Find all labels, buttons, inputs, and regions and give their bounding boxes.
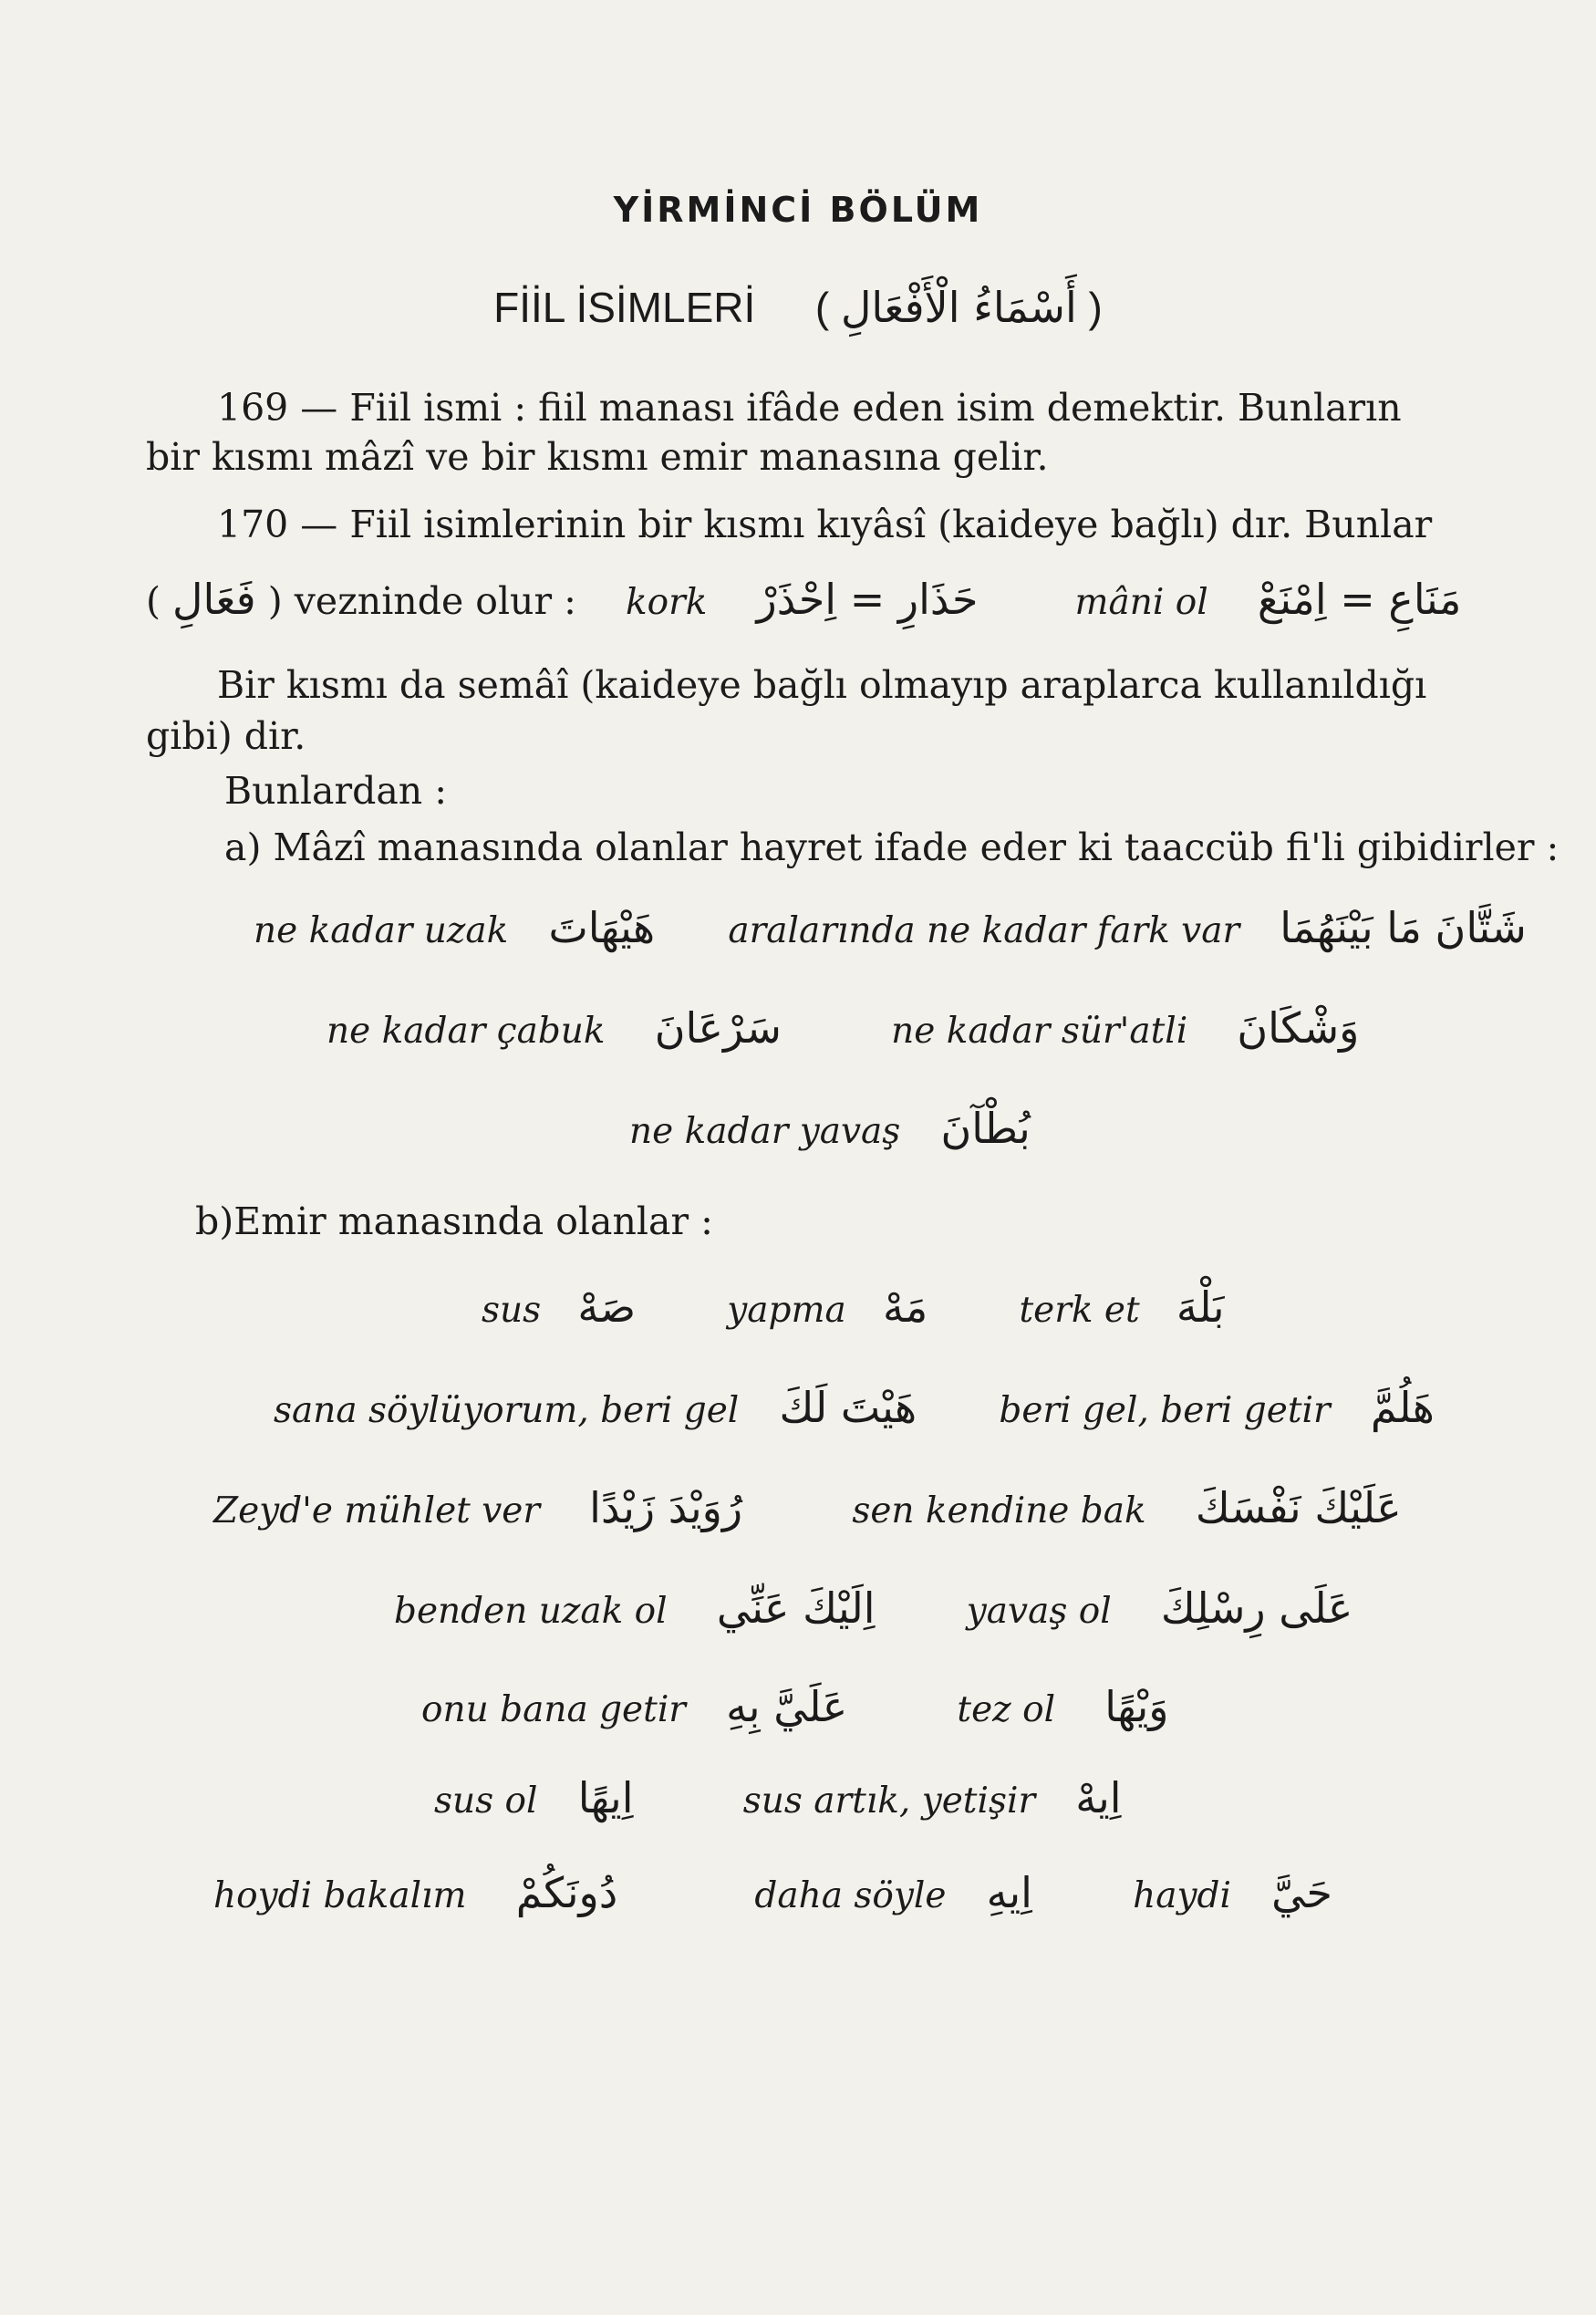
b-row-2 <box>274 1383 1435 1432</box>
a-2-2-meaning: ne kadar sür'atli <box>891 1011 1188 1052</box>
b-4-1-meaning: benden uzak ol <box>394 1591 668 1632</box>
b-1-3-meaning: terk et <box>1019 1290 1140 1331</box>
section-a-heading: a) Mâzî manasında olanlar hayret ifade eder ki taaccüb fi'li gibidirler : <box>224 825 1560 869</box>
wazn-open-paren: ( <box>146 579 161 623</box>
title-open-paren: ( <box>814 284 830 331</box>
title-text: FİİL İSİMLERİ <box>493 284 756 331</box>
b-5-1-meaning: onu bana getir <box>421 1689 686 1730</box>
b-3-2-arabic: عَلَيْكَ نَفْسَكَ <box>1195 1483 1402 1532</box>
a-2-1-arabic: سَرْعَانَ <box>654 1003 782 1053</box>
title-arabic: أَسْمَاءُ الْأَفْعَالِ <box>840 283 1077 332</box>
b-4-2-arabic: عَلَى رِسْلِكَ <box>1160 1583 1353 1633</box>
a-1-1-meaning: ne kadar uzak <box>254 910 509 951</box>
b-7-3-arabic: حَيَّ <box>1271 1868 1332 1917</box>
a-1-2-arabic: شَتَّانَ مَا بَيْنَهُمَا <box>1280 903 1527 952</box>
paragraph-169-line2: bir kısmı mâzî ve bir kısmı emir manasına gelir. <box>146 435 1049 479</box>
wazn-close-paren: ) <box>267 579 283 623</box>
section-title <box>0 283 1596 332</box>
b-3-1-arabic: رُوَيْدَ زَيْدًا <box>589 1483 743 1532</box>
b-6-2-arabic: اِيهْ <box>1075 1773 1122 1822</box>
a-2-1-meaning: ne kadar çabuk <box>326 1011 606 1052</box>
b-7-2-meaning: daha söyle <box>754 1875 947 1916</box>
wazn-arabic: فَعَالِ <box>172 575 256 624</box>
semai-line1: Bir kısmı da semâî (kaideye bağlı olmayıp araplarca kullanıldığı <box>217 663 1427 707</box>
b-7-3-meaning: haydi <box>1133 1875 1231 1916</box>
example-kork-arabic: حَذَارِ = اِحْذَرْ <box>756 575 979 624</box>
b-6-1-arabic: اِيهًا <box>577 1773 634 1822</box>
b-row-1 <box>482 1282 1225 1332</box>
b-1-2-meaning: yapma <box>727 1290 846 1331</box>
vezn-text: vezninde olur : <box>294 579 576 623</box>
b-row-5 <box>421 1682 1169 1731</box>
paragraph-169-line1: 169 — Fiil ismi : fiil manası ifâde eden isim demektir. Bunların <box>217 386 1402 430</box>
b-6-2-meaning: sus artık, yetişir <box>742 1780 1036 1822</box>
a-row-1 <box>254 903 1527 952</box>
b-5-2-meaning: tez ol <box>957 1689 1056 1730</box>
chapter-heading: YİRMİNCİ BÖLÜM <box>613 190 983 230</box>
b-5-1-arabic: عَلَيَّ بِهِ <box>726 1682 848 1731</box>
b-3-2-meaning: sen kendine bak <box>852 1490 1146 1531</box>
a-row-3 <box>629 1104 1031 1153</box>
a-3-1-meaning: ne kadar yavaş <box>629 1111 901 1152</box>
b-6-1-meaning: sus ol <box>434 1780 538 1822</box>
b-row-6 <box>434 1773 1122 1822</box>
b-7-1-arabic: دُونَكُمْ <box>515 1868 618 1917</box>
b-1-3-arabic: بَلْهَ <box>1176 1282 1225 1332</box>
b-3-1-meaning: Zeyd'e mühlet ver <box>213 1490 540 1531</box>
a-3-1-arabic: بُطْآنَ <box>940 1104 1031 1153</box>
b-row-7 <box>213 1868 1332 1917</box>
b-1-1-meaning: sus <box>482 1290 542 1331</box>
a-1-2-meaning: aralarında ne kadar fark var <box>728 910 1240 951</box>
semai-line2: gibi) dir. <box>146 714 306 758</box>
example-mani-arabic: مَنَاعِ = اِمْنَعْ <box>1257 575 1462 624</box>
b-2-2-meaning: beri gel, beri getir <box>999 1390 1331 1431</box>
b-2-1-arabic: هَيْتَ لَكَ <box>779 1383 917 1432</box>
b-5-2-arabic: وَيْهًا <box>1104 1682 1169 1731</box>
b-4-1-arabic: اِلَيْكَ عَنِّي <box>716 1583 876 1633</box>
paragraph-170-line2 <box>146 573 1468 629</box>
example-mani-meaning: mâni ol <box>1074 582 1208 623</box>
b-1-1-arabic: صَهْ <box>577 1282 637 1332</box>
b-1-2-arabic: مَهْ <box>882 1282 928 1332</box>
a-2-2-arabic: وَشْكَانَ <box>1237 1003 1360 1053</box>
b-2-1-meaning: sana söylüyorum, beri gel <box>274 1390 740 1431</box>
b-4-2-meaning: yavaş ol <box>966 1591 1112 1632</box>
title-close-paren: ) <box>1088 284 1103 331</box>
bunlardan-label: Bunlardan : <box>224 769 448 813</box>
a-row-2 <box>326 1003 1359 1053</box>
a-1-1-arabic: هَيْهَاتَ <box>548 903 656 952</box>
example-kork-meaning: kork <box>626 582 708 623</box>
b-7-1-meaning: hoydi bakalım <box>213 1875 467 1916</box>
paragraph-170-line1: 170 — Fiil isimlerinin bir kısmı kıyâsî (kaideye bağlı) dır. Bunlar <box>217 503 1433 546</box>
b-row-4 <box>394 1583 1352 1633</box>
section-b-heading: b)Emir manasında olanlar : <box>195 1199 713 1243</box>
b-row-3 <box>213 1483 1402 1532</box>
b-2-2-arabic: هَلُمَّ <box>1370 1383 1435 1432</box>
b-7-2-arabic: اِيهِ <box>986 1868 1032 1917</box>
